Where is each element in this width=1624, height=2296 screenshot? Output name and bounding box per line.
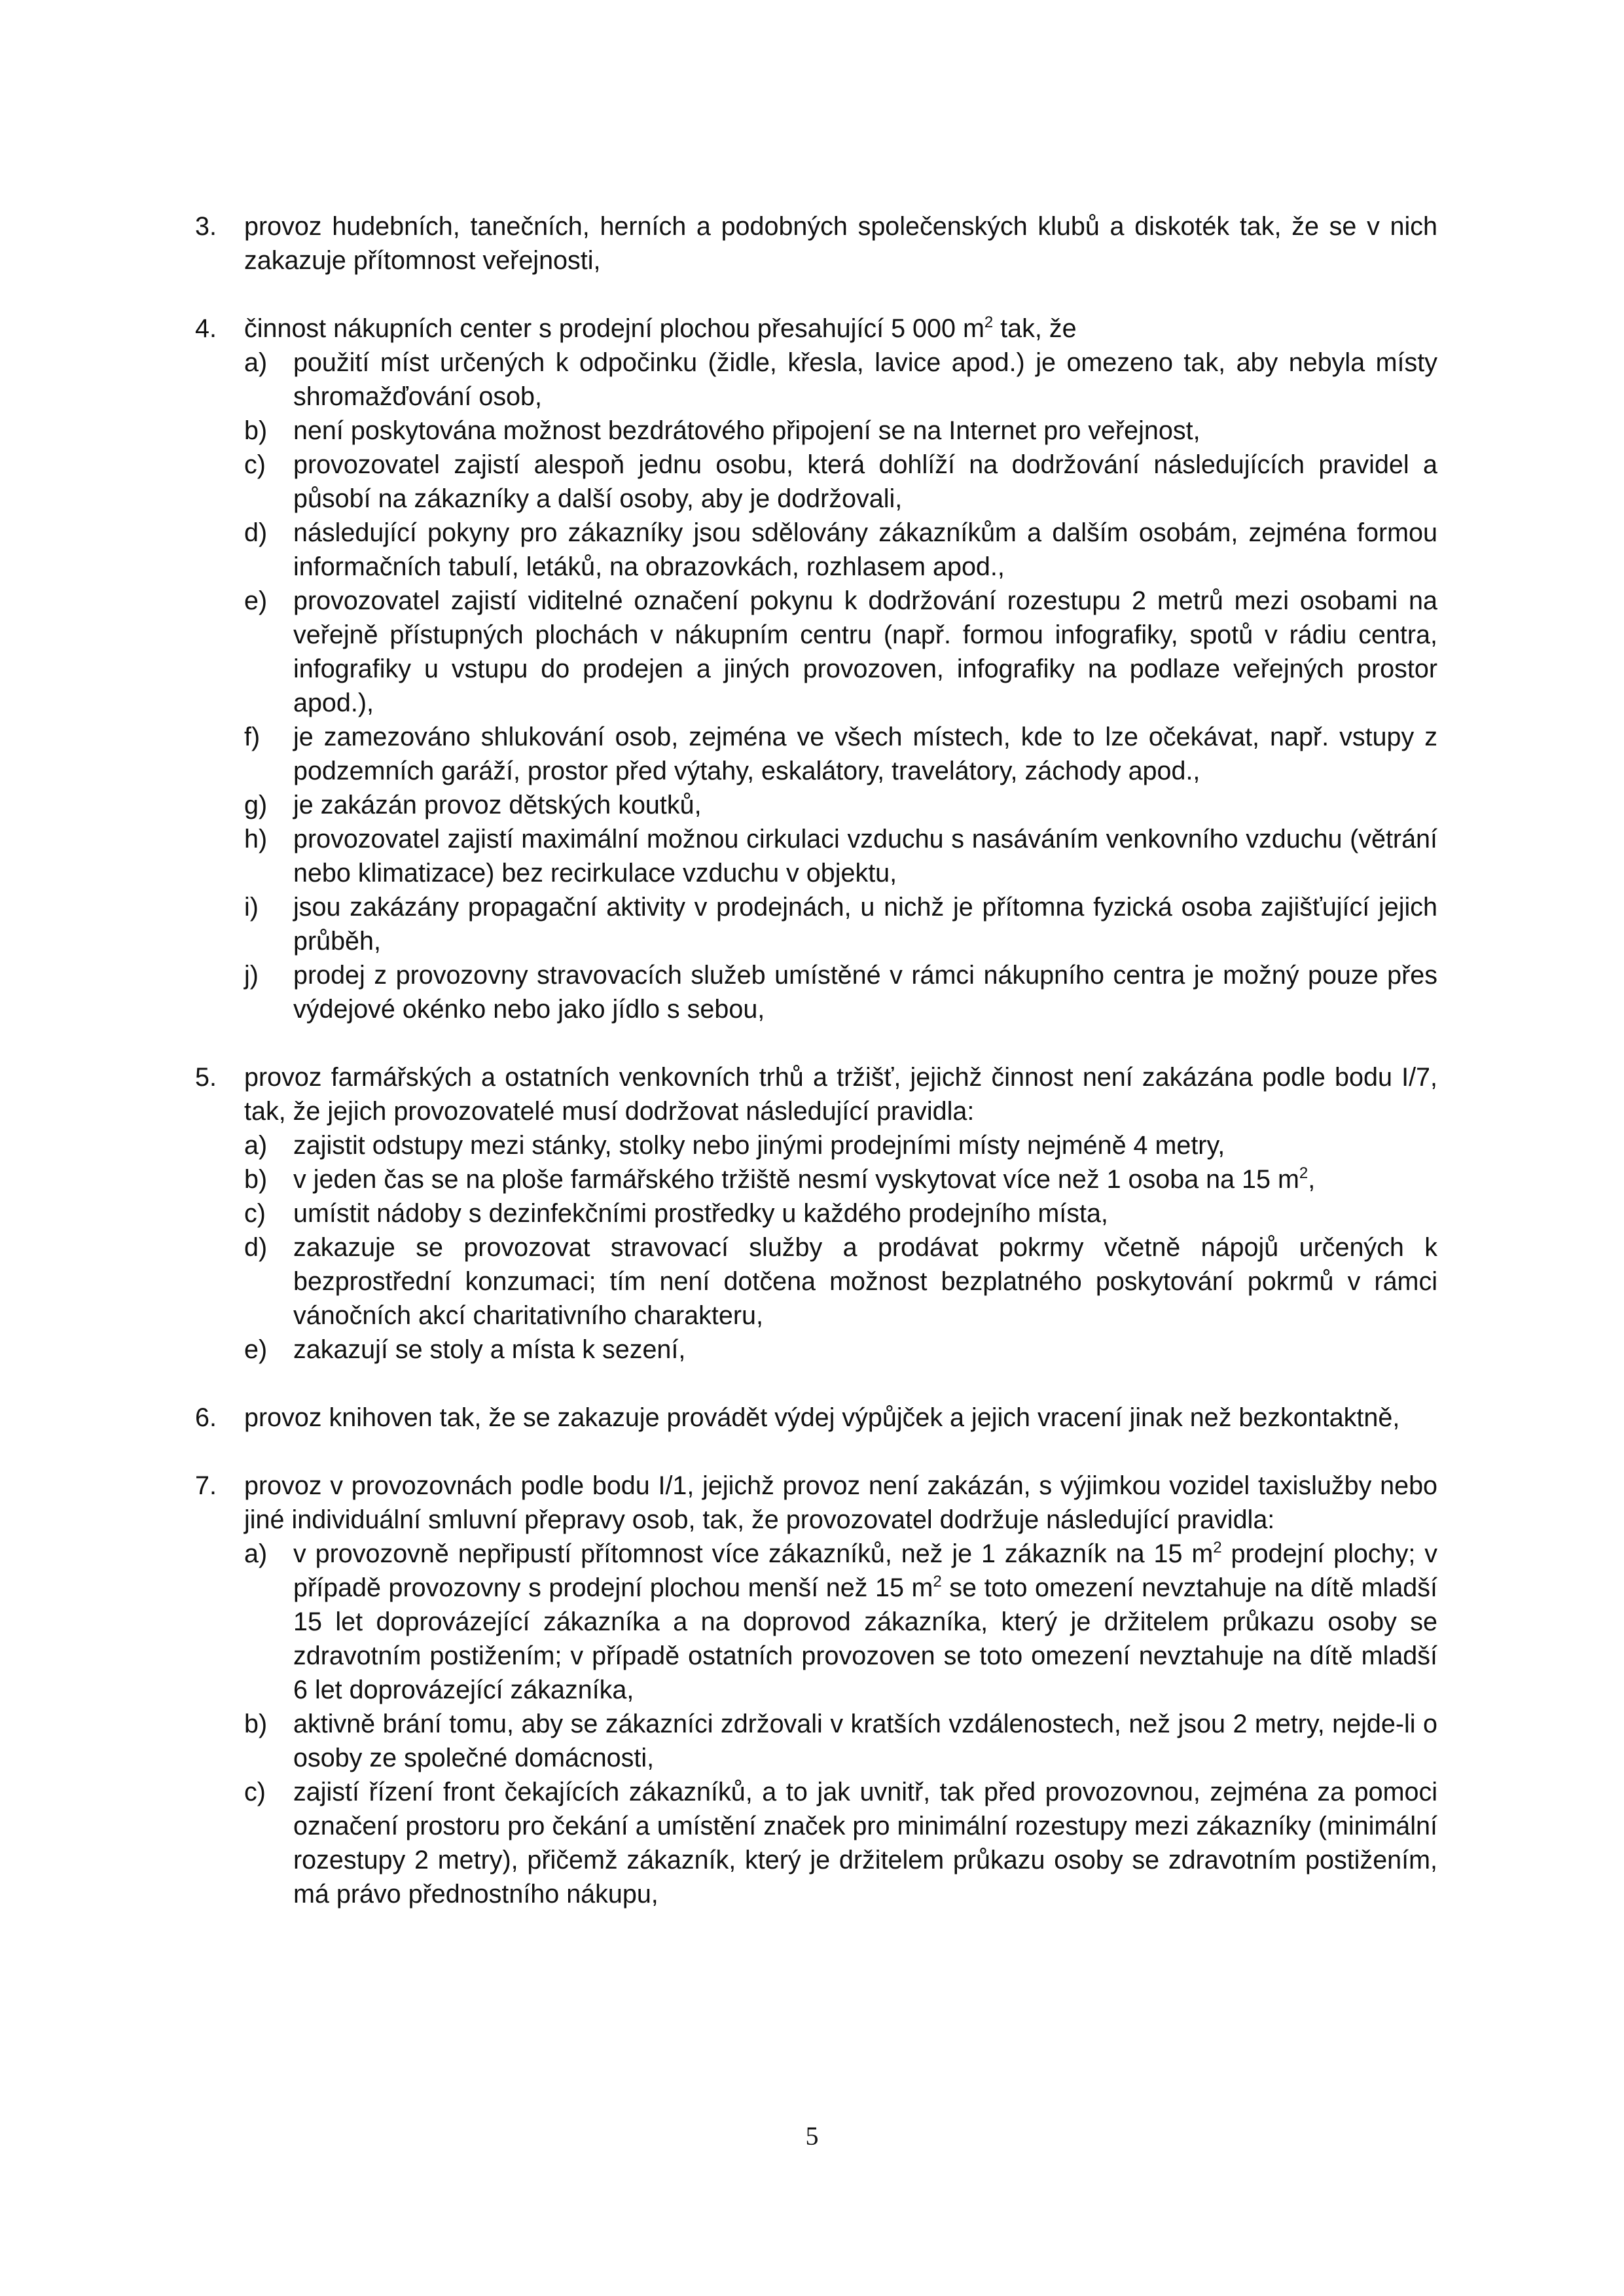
item-body [244, 209, 1437, 278]
item-number: 6. [195, 1403, 217, 1432]
subitem-g: g) je zakázán provoz dětských koutků, [244, 791, 702, 819]
subitem-j: j) prodej z provozovny stravovacích služeb umístěné v rámci nákupního centra je možný pouze přes výdejové okénko nebo jako jídlo s sebou, [244, 961, 1437, 1024]
item-number: 3. [195, 212, 217, 241]
item-intro: činnost nákupních center s prodejní plochou přesahující 5 000 $m^2$ tak, že [244, 314, 1077, 343]
item-intro: provoz v provozovnách podle bodu I/1, jejichž provoz není zakázán, s výjimkou vozidel taxislužby nebo jiné individuální smluvní přepravy osob, tak, že provozovatel dodržuje následující pravidla: [244, 1471, 1437, 1534]
list-item-3 [195, 209, 1437, 278]
subitem-a: a) použití míst určených k odpočinku (židle, křesla, lavice apod.) je omezeno tak, aby nebyla místy shromažďování osob, [244, 348, 1437, 411]
item-text: provoz hudebních, tanečních, herních a podobných společenských klubů a diskoték tak, že se v nich zakazuje přítomnost veřejnosti, [244, 212, 1437, 275]
list-item-5 [195, 1060, 1437, 1367]
subitem-a: a) v provozovně nepřipustí přítomnost více zákazníků, než je 1 zákazník na 15 $m^2$ prodejní plochy; v případě provozovny s prodejní plochou menší než 15 $m^2$ se toto omezení nevztahuje na dítě mladší 15 let doprovázející zákazníka a na doprovod zákazníka, který je držitelem průkazu osoby se zdravotním postižením; v případě ostatních provozoven se toto omezení nevztahuje na dítě mladší 6 let doprovázející zákazníka, [244, 1539, 1437, 1704]
numbered-list [195, 209, 1437, 1911]
subitem-e: e) zakazují se stoly a místa k sezení, [244, 1335, 686, 1364]
subitem-c: c) umístit nádoby s dezinfekčními prostředky u každého prodejního místa, [244, 1199, 1108, 1228]
item-body [244, 312, 1437, 1026]
item-text: provoz knihoven tak, že se zakazuje provádět výdej výpůjček a jejich vracení jinak než bezkontaktně, [244, 1403, 1400, 1432]
item-number: 4. [195, 314, 217, 343]
list-item-7 [195, 1469, 1437, 1911]
item-number: 5. [195, 1063, 217, 1092]
item-body [244, 1469, 1437, 1911]
subitem-c: c) provozovatel zajistí alespoň jednu osobu, která dohlíží na dodržování následujících pravidel a působí na zákazníky a další osoby, aby je dodržovali, [244, 450, 1437, 513]
page-number: 5 [805, 2121, 819, 2151]
subitem-d: d) následující pokyny pro zákazníky jsou sdělovány zákazníkům a dalším osobám, zejména formou informačních tabulí, letáků, na obrazovkách, rozhlasem apod., [244, 518, 1437, 581]
subitem-c: c) zajistí řízení front čekajících zákazníků, a to jak uvnitř, tak před provozovnou, zejména za pomoci označení prostoru pro čekání a umístění značek pro minimální rozestupy mezi zákazníky (minimální rozestupy 2 metry), přičemž zákazník, který je držitelem průkazu osoby se zdravotním postižením, má právo přednostního nákupu, [244, 1778, 1437, 1909]
item-intro: provoz farmářských a ostatních venkovních trhů a tržišť, jejichž činnost není zakázána podle bodu I/7, tak, že jejich provozovatelé musí dodržovat následující pravidla: [244, 1063, 1437, 1126]
subitem-e: e) provozovatel zajistí viditelné označení pokynu k dodržování rozestupu 2 metrů mezi osobami na veřejně přístupných plochách v nákupním centru (např. formou infografiky, spotů v rádiu centra, infografiky u vstupu do prodejen a jiných provozoven, infografiky na podlaze veřejných prostor apod.), [244, 586, 1437, 717]
item-body [244, 1060, 1437, 1367]
subitem-d: d) zakazuje se provozovat stravovací služby a prodávat pokrmy včetně nápojů určených k bezprostřední konzumaci; tím není dotčena možnost bezplatného poskytování pokrmů v rámci vánočních akcí charitativního charakteru, [244, 1233, 1437, 1330]
item-body [244, 1401, 1437, 1435]
list-item-6 [195, 1401, 1437, 1435]
subitem-b: b) není poskytována možnost bezdrátového připojení se na Internet pro veřejnost, [244, 416, 1200, 445]
subitem-b: b) v jeden čas se na ploše farmářského tržiště nesmí vyskytovat více než 1 osoba na 15 $m^2$, [244, 1164, 1316, 1194]
item-number: 7. [195, 1471, 217, 1500]
subitem-i: i) jsou zakázány propagační aktivity v prodejnách, u nichž je přítomna fyzická osoba zajišťující jejich průběh, [244, 893, 1437, 956]
list-item-4 [195, 312, 1437, 1026]
subitem-f: f) je zamezováno shlukování osob, zejména ve všech místech, kde to lze očekávat, např. vstupy z podzemních garáží, prostor před výtahy, eskalátory, travelátory, záchody apod., [244, 723, 1437, 785]
subitem-h: h) provozovatel zajistí maximální možnou cirkulaci vzduchu s nasáváním venkovního vzduchu (větrání nebo klimatizace) bez recirkulace vzduchu v objektu, [244, 825, 1437, 888]
subitem-a: a) zajistit odstupy mezi stánky, stolky nebo jinými prodejními místy nejméně 4 metry, [244, 1131, 1225, 1160]
subitem-b: b) aktivně brání tomu, aby se zákazníci zdržovali v kratších vzdálenostech, než jsou 2 metry, nejde-li o osoby ze společné domácnosti, [244, 1710, 1437, 1772]
